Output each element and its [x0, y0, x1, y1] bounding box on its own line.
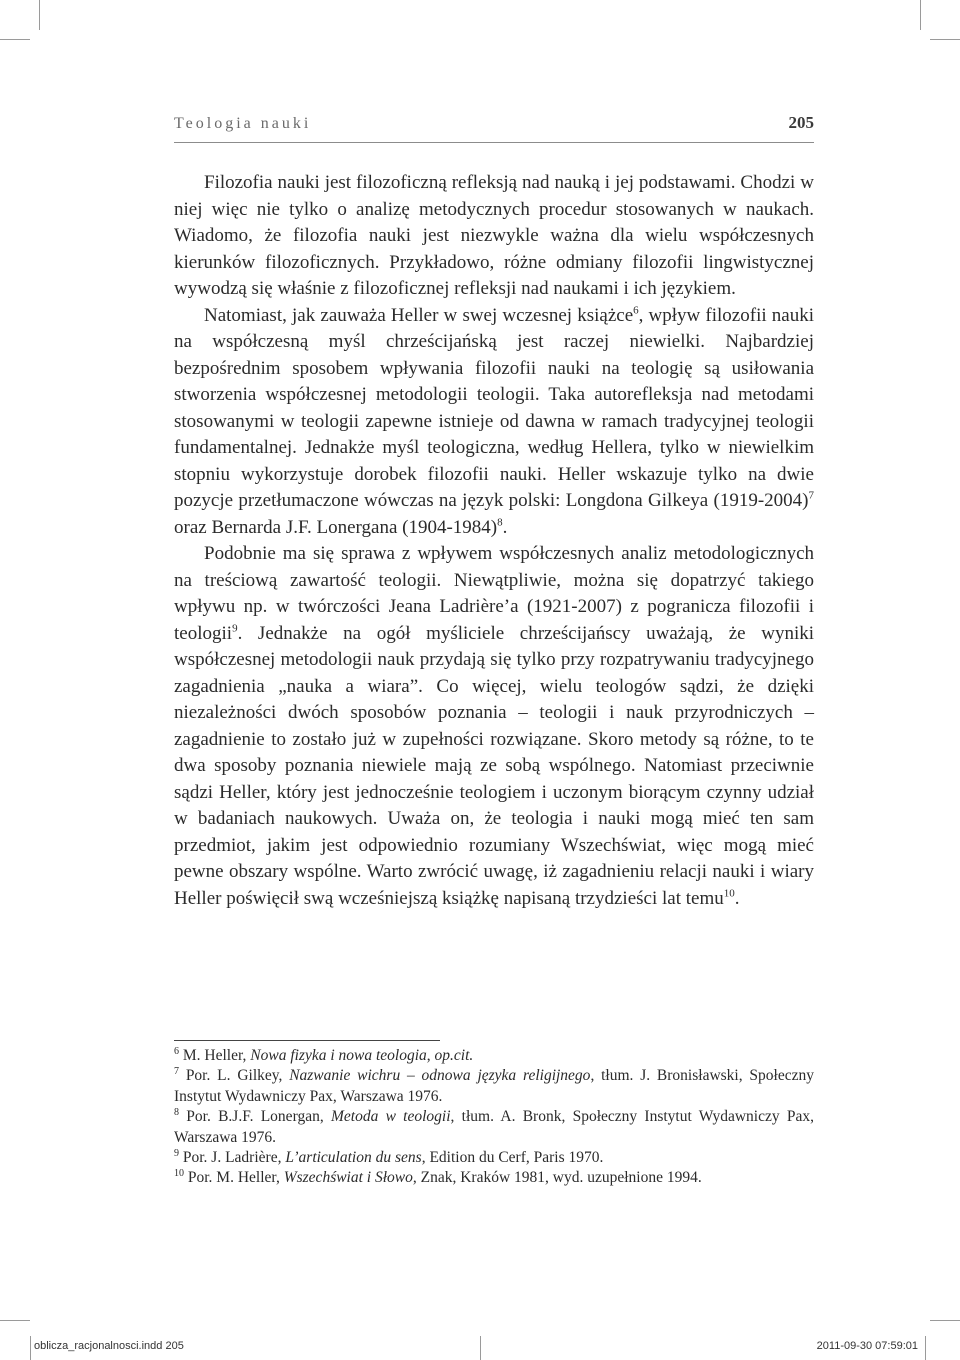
footnote-8	[174, 1107, 814, 1148]
crop-mark	[39, 0, 40, 30]
footnote-text: ,	[426, 1047, 435, 1064]
paragraph-3-text-b: . Jednakże na ogół myśliciele chrześcijańscy uważają, że wyniki współczesnej metodologii nauk przydają się tylko przy rozpatrywaniu tradycyjnego zagadnienia „nauka a wiara”. Co więcej, wielu teologów sądzi, że dzięki niezależności dwóch sposobów poznania – teologii i nauk przyrodniczych – zagadnienie to zostało już w zupełności rozwiązane. Skoro metody są różne, to te dwa sposoby poznania niewiele mają ze sobą wspólnego. Natomiast przeciwnie sądzi Heller, który jest jednocześnie teologiem i uczonym biorącym czynny udział w badaniach naukowych. Uważa on, że teologia i nauki mogą mieć ten sam przedmiot, jakim jest odpowiednio rozumiany Wszechświat, więc mogą mieć pewne obszary wspólne. Warto zwrócić uwagę, iż zagadnieniu relacji nauki i wiary Heller poświęcił swą wcześniejszą książkę napisaną trzydzieści lat temu	[174, 622, 814, 909]
footnote-ref-6[interactable]: 6	[633, 304, 639, 317]
body-text	[174, 170, 814, 912]
footnote-number: 8	[174, 1107, 179, 1119]
running-title: Teologia nauki	[174, 115, 312, 132]
paragraph-3	[174, 541, 814, 912]
crop-mark	[0, 1320, 30, 1321]
paragraph-3-text-c: .	[734, 887, 740, 909]
paragraph-2-text-c: oraz Bernarda J.F. Lonergana (1904-1984)	[174, 516, 498, 538]
footnote-number: 10	[174, 1168, 184, 1180]
paragraph-2-text-a: Natomiast, jak zauważa Heller w swej wczesnej książce	[204, 304, 634, 326]
slug-divider	[925, 1336, 926, 1360]
paragraph-2-text-d: .	[502, 516, 508, 538]
footnote-number: 7	[174, 1066, 179, 1078]
footnote-title: Metoda w teologii	[330, 1108, 451, 1126]
crop-mark	[0, 39, 30, 40]
paragraph-3-text-a: Podobnie ma się sprawa z wpływem współczesnych analiz metodologicznych na treściową zawartość teologii. Niewątpliwie, można się dopatrzyć takiego wpływu np. w twórczości Jeana Ladrière’a (1921-2007) z pogranicza filozofii i teologii	[174, 543, 814, 644]
footnote-text: , tłum. J. Bronisławski, Społeczny Instytut Wydawniczy Pax, Warszawa 1976.	[174, 1067, 814, 1105]
footnote-ref-10[interactable]: 10	[723, 887, 735, 900]
footnote-number: 6	[174, 1045, 179, 1057]
print-slug	[0, 1336, 960, 1360]
running-header	[174, 113, 814, 143]
footnote-italic: op.cit.	[434, 1047, 474, 1064]
paragraph-2	[174, 303, 814, 542]
footnote-text: , tłum. A. Bronk, Społeczny Instytut Wydawniczy Pax, Warszawa 1976.	[174, 1108, 814, 1146]
paragraph-2-text-b: , wpływ filozofii nauki na współczesną myśl chrześcijańską jest raczej niewielki. Najbardziej bezpośrednim sposobem wpływania filozofii nauki na teologię są usiłowania stworzenia współczesnej metodologii teologii. Taka autorefleksja nad metodami stosowanymi w teologii zapewne istnieje od dawna w ramach tradycyjnej teologii fundamentalnej. Jednakże myśl teologiczna, według Hellera, tylko w niewielkim stopniu wykorzystuje dorobek filozofii nauki. Heller wskazuje tylko na dwie pozycje przetłumaczone wówczas na język polski: Longdona Gilkeya (1919-2004)	[174, 304, 814, 511]
footnote-text: M. Heller,	[182, 1047, 251, 1064]
footnote-title: Nowa fizyka i nowa teologia	[250, 1047, 427, 1064]
footnote-text: , Edition du Cerf, Paris 1970.	[421, 1149, 604, 1167]
footnote-text: Por. J. Ladrière,	[182, 1149, 286, 1167]
slug-divider	[30, 1336, 31, 1360]
footnote-text: Por. M. Heller,	[187, 1169, 284, 1187]
footnote-separator	[174, 1040, 440, 1041]
slug-divider	[480, 1336, 481, 1360]
footnote-number: 9	[174, 1147, 179, 1159]
crop-mark	[930, 39, 960, 40]
slug-filename: oblicza_racjonalnosci.indd 205	[34, 1340, 184, 1352]
crop-mark	[920, 0, 921, 30]
footnote-6	[174, 1046, 814, 1066]
footnote-title: Wszechświat i Słowo	[283, 1169, 413, 1187]
footnote-10	[174, 1168, 814, 1188]
paragraph-1	[174, 170, 814, 303]
footnote-text: , Znak, Kraków 1981, wyd. uzupełnione 1994.	[412, 1169, 702, 1187]
footnotes	[174, 1046, 814, 1189]
crop-mark	[930, 1320, 960, 1321]
slug-timestamp: 2011-09-30 07:59:01	[816, 1340, 918, 1352]
footnote-ref-7[interactable]: 7	[808, 489, 814, 502]
footnote-title: Nazwanie wichru – odnowa języka religijnego	[289, 1067, 591, 1085]
footnote-9	[174, 1148, 814, 1168]
footnote-title: L’articulation du sens	[285, 1149, 422, 1167]
footnote-ref-8[interactable]: 8	[497, 516, 503, 529]
footnote-text: Por. B.J.F. Lonergan,	[186, 1108, 331, 1126]
footnote-ref-9[interactable]: 9	[232, 622, 238, 635]
footnote-text: Por. L. Gilkey,	[185, 1067, 290, 1085]
paragraph-1-text: Filozofia nauki jest filozoficzną refleksją nad nauką i jej podstawami. Chodzi w niej więc nie tylko o analizę metodycznych procedur stosowanych w naukach. Wiadomo, że filozofia nauki jest niezwykle ważna dla wielu współczesnych kierunków filozoficznych. Przykładowo, różne odmiany filozofii lingwistycznej wywodzą się właśnie z filozoficznej refleksji nad naukami i ich językiem.	[174, 172, 814, 299]
footnote-7	[174, 1066, 814, 1107]
page-number: 205	[788, 113, 814, 132]
